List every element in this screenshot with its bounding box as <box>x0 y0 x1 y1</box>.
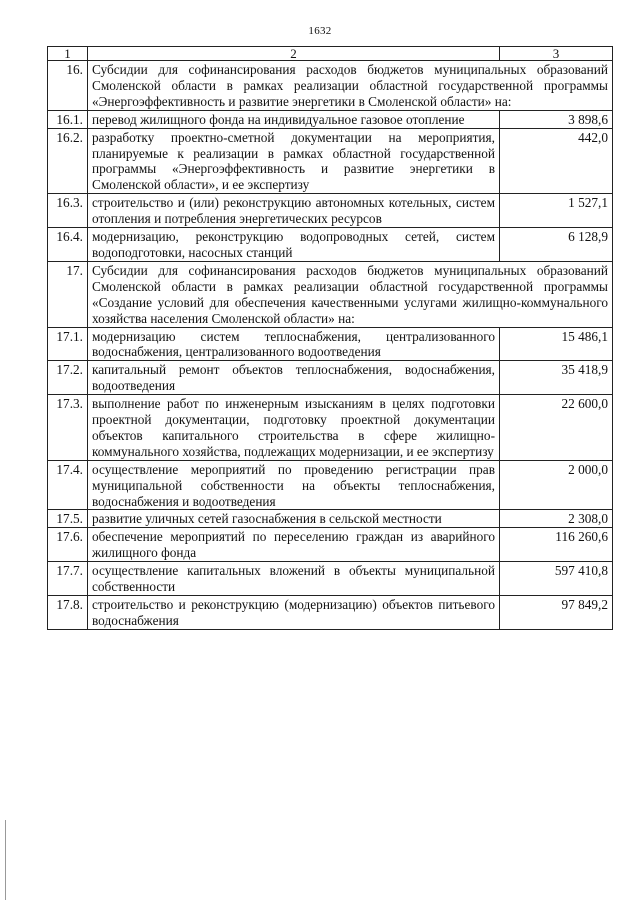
row-value: 442,0 <box>500 128 613 194</box>
row-text: обеспечение мероприятий по переселению граждан из аварийного жилищного фонда <box>88 528 500 562</box>
row-text: развитие уличных сетей газоснабжения в сельской местности <box>88 510 500 528</box>
table-row <box>48 261 613 327</box>
row-value: 3 898,6 <box>500 110 613 128</box>
row-text: выполнение работ по инженерным изысканиям в целях подготовки проектной документации, подготовку проектной документации объектов капитального строительства в сфере жилищно-коммунального хозяйства, подлежащих модернизации, и ее экспертизу <box>88 395 500 461</box>
header-col-3: 3 <box>500 47 613 61</box>
row-number: 17.2. <box>48 361 88 395</box>
row-text: капитальный ремонт объектов теплоснабжения, водоснабжения, водоотведения <box>88 361 500 395</box>
table-row <box>48 327 613 361</box>
row-number: 17.1. <box>48 327 88 361</box>
table-row <box>48 194 613 228</box>
row-number: 17.6. <box>48 528 88 562</box>
row-value: 15 486,1 <box>500 327 613 361</box>
row-text: модернизацию, реконструкцию водопроводных сетей, систем водоподготовки, насосных станций <box>88 228 500 262</box>
table-row <box>48 510 613 528</box>
table-row <box>48 61 613 111</box>
page-number: 1632 <box>308 25 332 37</box>
budget-table <box>47 46 613 630</box>
table-row <box>48 361 613 395</box>
row-text: Субсидии для софинансирования расходов бюджетов муниципальных образований Смоленской области в рамках реализации областной государственной программы «Энергоэффективность и развитие энергетики в Смоленской области» на: <box>88 61 613 111</box>
row-number: 17.4. <box>48 460 88 510</box>
row-number: 16.2. <box>48 128 88 194</box>
row-value: 35 418,9 <box>500 361 613 395</box>
row-value: 116 260,6 <box>500 528 613 562</box>
table-row <box>48 528 613 562</box>
row-value: 2 308,0 <box>500 510 613 528</box>
scan-margin-mark <box>5 820 6 900</box>
row-number: 17.7. <box>48 562 88 596</box>
row-number: 16. <box>48 61 88 111</box>
row-value: 6 128,9 <box>500 228 613 262</box>
row-value: 97 849,2 <box>500 596 613 630</box>
header-col-1: 1 <box>48 47 88 61</box>
row-number: 17.8. <box>48 596 88 630</box>
row-number: 16.4. <box>48 228 88 262</box>
row-number: 17.3. <box>48 395 88 461</box>
row-text: Субсидии для софинансирования расходов бюджетов муниципальных образований Смоленской области в рамках реализации областной государственной программы «Создание условий для обеспечения качественными услугами жилищно-коммунального хозяйства населения Смоленской области» на: <box>88 261 613 327</box>
row-number: 16.1. <box>48 110 88 128</box>
table-row <box>48 110 613 128</box>
table-row <box>48 562 613 596</box>
table-header-row <box>48 47 613 61</box>
row-number: 17.5. <box>48 510 88 528</box>
row-text: модернизацию систем теплоснабжения, централизованного водоснабжения, централизованного водоотведения <box>88 327 500 361</box>
row-text: строительство и реконструкцию (модернизацию) объектов питьевого водоснабжения <box>88 596 500 630</box>
table-row <box>48 228 613 262</box>
row-text: осуществление мероприятий по проведению регистрации прав муниципальной собственности на объекты теплоснабжения, водоснабжения и водоотведения <box>88 460 500 510</box>
row-value: 22 600,0 <box>500 395 613 461</box>
row-value: 2 000,0 <box>500 460 613 510</box>
row-text: строительство и (или) реконструкцию автономных котельных, систем отопления и потребления энергетических ресурсов <box>88 194 500 228</box>
table-row <box>48 460 613 510</box>
row-number: 17. <box>48 261 88 327</box>
table-row <box>48 128 613 194</box>
row-number: 16.3. <box>48 194 88 228</box>
row-text: разработку проектно-сметной документации на мероприятия, планируемые к реализации в рамках областной государственной программы «Энергоэффективность и развитие энергетики в Смоленской области», и ее экспертизу <box>88 128 500 194</box>
row-value: 597 410,8 <box>500 562 613 596</box>
row-value: 1 527,1 <box>500 194 613 228</box>
row-text: осуществление капитальных вложений в объекты муниципальной собственности <box>88 562 500 596</box>
row-text: перевод жилищного фонда на индивидуальное газовое отопление <box>88 110 500 128</box>
header-col-2: 2 <box>88 47 500 61</box>
table-row <box>48 596 613 630</box>
table-row <box>48 395 613 461</box>
